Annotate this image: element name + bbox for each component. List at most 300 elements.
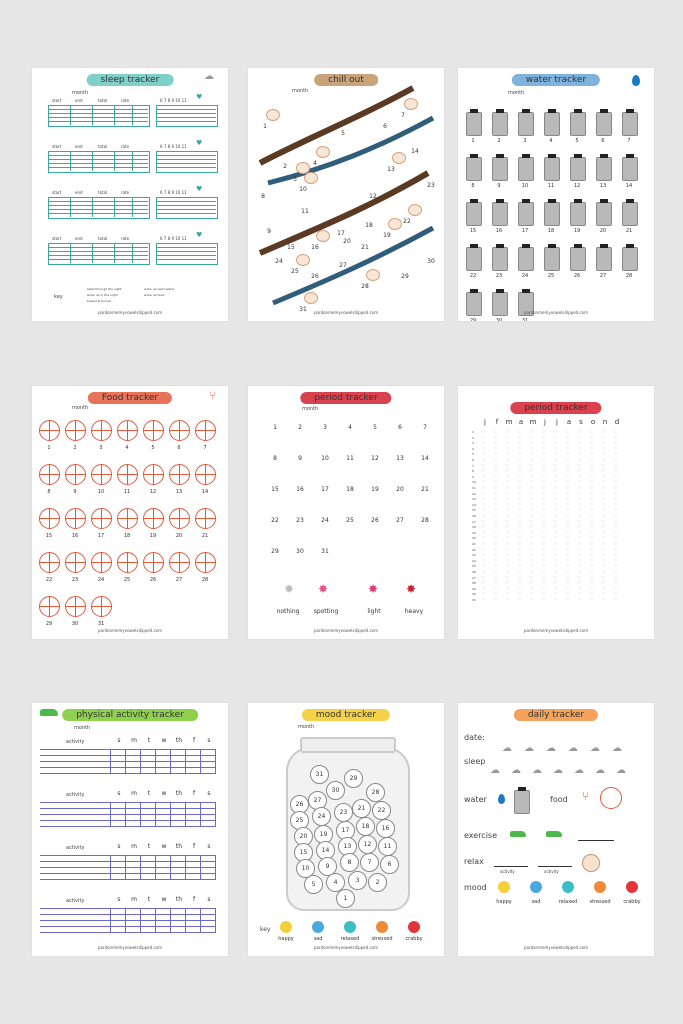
sad-face-icon <box>312 921 324 933</box>
day-dot: ○ <box>590 451 593 456</box>
day-dot: ○ <box>578 569 581 573</box>
activity-col-line <box>200 908 201 932</box>
day-dot: ○ <box>506 445 509 450</box>
day-dot: ○ <box>518 574 521 579</box>
water-day-number: 3 <box>523 138 527 144</box>
day-dot: ○ <box>518 434 521 439</box>
daily-mood-label: happy <box>496 899 512 905</box>
day-dot: ○ <box>506 485 509 489</box>
sleep-row-line <box>156 109 216 110</box>
sloth-number: 13 <box>387 166 395 173</box>
day-dot: ○ <box>506 507 509 512</box>
sloth-number: 2 <box>283 163 287 170</box>
water-bottle-icon <box>514 790 530 814</box>
sleep-col-header: start <box>52 236 62 241</box>
day-number: 27 <box>472 575 476 580</box>
sloth-number: 25 <box>291 268 299 275</box>
day-dot: ○ <box>614 574 617 579</box>
day-dot: ○ <box>506 597 509 601</box>
food-plate-icon <box>65 464 86 485</box>
day-dot: ○ <box>542 535 545 540</box>
mood-ball: 27 <box>308 791 327 810</box>
weekday-letter: s <box>117 737 121 744</box>
day-dot: ○ <box>554 429 557 433</box>
activity-row-line <box>40 914 216 915</box>
day-dot: ○ <box>506 569 509 573</box>
day-dot: ○ <box>566 535 569 540</box>
day-number: 21 <box>472 542 476 546</box>
water-day-number: 31 <box>521 318 529 321</box>
sloth-number: 21 <box>361 244 369 251</box>
mood-ball: 6 <box>380 855 399 874</box>
day-dot: ○ <box>602 429 605 433</box>
activity-col-line <box>200 749 201 773</box>
period1-month: month <box>302 406 319 412</box>
mood-tracker-card <box>248 703 444 956</box>
activity-row-line <box>40 932 216 933</box>
day-dot: ○ <box>506 440 509 445</box>
day-dot: ○ <box>530 591 533 596</box>
day-dot: ○ <box>494 445 497 450</box>
day-dot: ○ <box>566 457 569 461</box>
day-dot: ○ <box>590 513 593 517</box>
period-day-number: 27 <box>396 517 404 524</box>
day-dot: ○ <box>578 429 581 433</box>
day-dot: ○ <box>590 574 593 579</box>
day-dot: ○ <box>542 468 545 473</box>
day-dot: ○ <box>590 585 593 590</box>
footer: pardonmemyvowelsdipped.com <box>98 310 162 315</box>
water-day-number: 22 <box>469 273 477 279</box>
sleep-row-line <box>156 209 216 210</box>
sloth-icon <box>582 854 600 872</box>
day-dot: ○ <box>590 440 593 445</box>
period-day-number: 23 <box>296 517 304 524</box>
chill-out-card <box>248 68 444 321</box>
food-plate-icon <box>91 420 112 441</box>
day-dot: ○ <box>554 597 557 601</box>
day-dot: ○ <box>494 535 497 540</box>
day-dot: ○ <box>530 468 533 473</box>
period-day-number: 31 <box>321 548 329 555</box>
sleep-legend-3: tossed & turned <box>87 299 112 303</box>
sleep-col-line <box>114 197 115 217</box>
period-day-number: 26 <box>371 517 379 524</box>
day-dot: ○ <box>494 485 497 489</box>
day-dot: ○ <box>554 552 557 557</box>
sheep-icon: ☁ <box>524 743 534 754</box>
day-dot: ○ <box>518 451 521 456</box>
sloth-icon <box>296 162 310 174</box>
footer: pardonmemyvowelsdipped.com <box>314 628 378 633</box>
day-number: 31 <box>472 598 476 602</box>
sheep-icon: ☁ <box>574 765 584 776</box>
day-dot: ○ <box>554 563 557 568</box>
sloth-number: 29 <box>401 273 409 280</box>
sneaker-icon <box>510 831 526 837</box>
daily-food: food <box>550 795 568 804</box>
day-dot: ○ <box>578 563 581 568</box>
period1-title: period tracker <box>300 392 391 404</box>
day-dot: ○ <box>518 445 521 450</box>
activity-col-line <box>170 855 171 879</box>
food-plate-icon <box>195 508 216 529</box>
day-dot: ○ <box>518 468 521 473</box>
day-dot: ○ <box>578 541 581 545</box>
day-dot: ○ <box>482 507 485 512</box>
food-plate-icon <box>143 464 164 485</box>
day-dot: ○ <box>554 529 557 534</box>
sheep-icon: ☁ <box>616 765 626 776</box>
activity-label: activity <box>66 845 85 851</box>
activity-col-line <box>140 749 141 773</box>
month-letter: s <box>579 418 583 426</box>
sloth-number: 14 <box>411 148 419 155</box>
mood-ball: 30 <box>326 781 345 800</box>
day-dot: ○ <box>578 496 581 501</box>
heart-icon: ♥ <box>196 231 203 239</box>
month-letter: m <box>505 418 513 426</box>
day-dot: ○ <box>566 524 569 529</box>
day-dot: ○ <box>494 585 497 590</box>
day-number: 7 <box>472 463 474 468</box>
sloth-number: 18 <box>365 222 373 229</box>
day-dot: ○ <box>530 479 533 484</box>
period-day-number: 10 <box>321 455 329 462</box>
day-number: 24 <box>472 558 476 563</box>
water-bottle-icon <box>466 112 482 136</box>
water-day-number: 12 <box>573 183 581 189</box>
sleep-col-header: total <box>98 98 108 103</box>
footer: pardonmemyvowelsdipped.com <box>524 310 588 315</box>
sheep-icon: ☁ <box>553 765 563 776</box>
sloth-number: 3 <box>293 176 297 183</box>
day-dot: ○ <box>530 440 533 445</box>
day-dot: ○ <box>542 445 545 450</box>
day-dot: ○ <box>530 557 533 562</box>
activity-row-line <box>40 802 216 803</box>
sloth-icon <box>266 109 280 121</box>
day-dot: ○ <box>590 496 593 501</box>
sleep-row-line <box>48 213 148 214</box>
sleep-row-line <box>48 205 148 206</box>
sheep-icon: ☁ <box>204 71 214 82</box>
day-dot: ○ <box>602 462 605 467</box>
day-dot: ○ <box>494 541 497 545</box>
period-day-number: 6 <box>398 424 402 431</box>
mood-ball: 16 <box>376 819 395 838</box>
day-dot: ○ <box>590 479 593 484</box>
weekday-letter: t <box>147 843 151 850</box>
water-bottle-icon <box>596 202 612 226</box>
activity-row-line <box>40 773 216 774</box>
day-dot: ○ <box>482 557 485 562</box>
mood-title: mood tracker <box>302 709 390 721</box>
food-day-number: 1 <box>47 445 51 451</box>
food-plate-icon <box>195 420 216 441</box>
food-plate-icon <box>195 552 216 573</box>
day-dot: ○ <box>590 462 593 467</box>
day-dot: ○ <box>578 440 581 445</box>
daily-mood-label: crabby <box>623 899 641 905</box>
food-day-number: 11 <box>123 489 131 495</box>
heart-icon: ♥ <box>196 139 203 147</box>
period-day-number: 17 <box>321 486 329 493</box>
day-dot: ○ <box>578 546 581 551</box>
food-plate-icon <box>39 464 60 485</box>
water-day-number: 10 <box>521 183 529 189</box>
daily-mood-label: sad <box>531 899 541 905</box>
sloth-icon <box>392 152 406 164</box>
day-dot: ○ <box>542 496 545 501</box>
day-dot: ○ <box>566 552 569 557</box>
day-dot: ○ <box>566 518 569 523</box>
weekday-letter: m <box>131 843 137 850</box>
day-dot: ○ <box>494 518 497 523</box>
food-day-number: 12 <box>149 489 157 495</box>
activity-col-line <box>155 855 156 879</box>
sleep-col-header: total <box>98 190 108 195</box>
day-dot: ○ <box>530 490 533 495</box>
food-day-number: 22 <box>45 577 53 583</box>
sleep-row-line <box>48 155 148 156</box>
day-dot: ○ <box>494 546 497 551</box>
food-plate-icon <box>169 552 190 573</box>
activity-title: physical activity tracker <box>62 709 198 721</box>
day-dot: ○ <box>518 507 521 512</box>
day-dot: ○ <box>482 445 485 450</box>
activity-row-line <box>40 873 216 874</box>
day-dot: ○ <box>614 462 617 467</box>
water-bottle-icon <box>570 157 586 181</box>
day-dot: ○ <box>494 557 497 562</box>
food-plate-icon <box>143 420 164 441</box>
day-dot: ○ <box>482 597 485 601</box>
day-dot: ○ <box>494 574 497 579</box>
water-month: month <box>508 90 525 96</box>
sloth-number: 19 <box>383 232 391 239</box>
sleep-row-line <box>156 167 216 168</box>
day-dot: ○ <box>614 541 617 545</box>
sleep-row-line <box>48 159 148 160</box>
food-day-number: 3 <box>99 445 103 451</box>
activity-col-line <box>185 802 186 826</box>
water-day-number: 8 <box>471 183 475 189</box>
activity-col-line <box>155 908 156 932</box>
day-dot: ○ <box>578 574 581 579</box>
water-bottle-icon <box>466 157 482 181</box>
day-dot: ○ <box>590 546 593 551</box>
period2-title: period tracker <box>510 402 601 414</box>
water-bottle-icon <box>544 247 560 271</box>
day-dot: ○ <box>530 535 533 540</box>
chill-month: month <box>292 88 309 94</box>
day-dot: ○ <box>518 490 521 495</box>
heart-icon: ♥ <box>196 93 203 101</box>
day-dot: ○ <box>542 457 545 461</box>
food-day-number: 29 <box>45 621 53 627</box>
day-dot: ○ <box>530 563 533 568</box>
activity-row-line <box>40 808 216 809</box>
stressed-face-icon <box>594 881 606 893</box>
footer: pardonmemyvowelsdipped.com <box>98 628 162 633</box>
food-title: Food tracker <box>88 392 172 404</box>
day-dot: ○ <box>506 541 509 545</box>
weekday-letter: w <box>161 896 167 903</box>
day-dot: ○ <box>578 462 581 467</box>
day-dot: ○ <box>566 429 569 433</box>
weekday-letter: f <box>192 790 196 797</box>
fork-icon: ⑂ <box>209 389 216 402</box>
day-dot: ○ <box>542 524 545 529</box>
day-dot: ○ <box>530 434 533 439</box>
mood-ball: 2 <box>368 873 387 892</box>
activity-col-line <box>185 908 186 932</box>
day-dot: ○ <box>554 462 557 467</box>
food-plate-icon <box>143 552 164 573</box>
water-bottle-icon <box>622 112 638 136</box>
weekday-letter: f <box>192 737 196 744</box>
day-dot: ○ <box>614 535 617 540</box>
mood-ball: 4 <box>326 873 345 892</box>
activity-label: activity <box>66 898 85 904</box>
food-day-number: 27 <box>175 577 183 583</box>
day-dot: ○ <box>518 591 521 596</box>
day-number: 11 <box>472 486 476 490</box>
food-day-number: 21 <box>201 533 209 539</box>
day-number: 12 <box>472 491 476 496</box>
mood-ball: 28 <box>366 783 385 802</box>
day-dot: ○ <box>566 468 569 473</box>
weekday-letter: s <box>207 843 211 850</box>
day-dot: ○ <box>614 451 617 456</box>
water-bottle-icon <box>492 112 508 136</box>
water-day-number: 29 <box>469 318 477 321</box>
day-dot: ○ <box>482 490 485 495</box>
day-dot: ○ <box>482 552 485 557</box>
food-plate-icon <box>117 552 138 573</box>
sleep-hours: 6 7 8 9 10 11 <box>160 98 187 103</box>
day-dot: ○ <box>542 529 545 534</box>
day-dot: ○ <box>542 518 545 523</box>
day-dot: ○ <box>590 468 593 473</box>
day-dot: ○ <box>578 585 581 590</box>
food-day-number: 25 <box>123 577 131 583</box>
day-dot: ○ <box>614 479 617 484</box>
day-dot: ○ <box>554 524 557 529</box>
food-plate-icon <box>65 420 86 441</box>
day-dot: ○ <box>578 434 581 439</box>
food-day-number: 5 <box>151 445 155 451</box>
day-dot: ○ <box>602 591 605 596</box>
day-dot: ○ <box>554 541 557 545</box>
water-bottle-icon <box>518 247 534 271</box>
day-dot: ○ <box>482 535 485 540</box>
day-dot: ○ <box>542 552 545 557</box>
water-day-number: 1 <box>471 138 475 144</box>
food-day-number: 26 <box>149 577 157 583</box>
month-letter: j <box>544 418 546 426</box>
day-dot: ○ <box>566 597 569 601</box>
month-letter: j <box>484 418 486 426</box>
day-dot: ○ <box>566 462 569 467</box>
day-dot: ○ <box>518 535 521 540</box>
day-dot: ○ <box>602 434 605 439</box>
weekday-letter: f <box>192 896 196 903</box>
period-day-number: 14 <box>421 455 429 462</box>
food-day-number: 20 <box>175 533 183 539</box>
sleep-row-line <box>156 259 216 260</box>
day-dot: ○ <box>566 501 569 506</box>
day-dot: ○ <box>602 440 605 445</box>
daily-sleep: sleep <box>464 757 486 766</box>
day-dot: ○ <box>518 569 521 573</box>
activity-row-line <box>40 908 216 909</box>
day-dot: ○ <box>614 457 617 461</box>
day-dot: ○ <box>530 451 533 456</box>
day-dot: ○ <box>566 585 569 590</box>
mood-ball: 8 <box>340 853 359 872</box>
day-dot: ○ <box>578 490 581 495</box>
sloth-number: 28 <box>361 283 369 290</box>
day-dot: ○ <box>602 585 605 590</box>
weekday-letter: m <box>131 790 137 797</box>
period-day-number: 11 <box>346 455 354 462</box>
day-dot: ○ <box>602 490 605 495</box>
day-dot: ○ <box>482 529 485 534</box>
sleep-month: month <box>72 90 89 96</box>
activity-label: activity <box>66 792 85 798</box>
period-day-number: 16 <box>296 486 304 493</box>
day-dot: ○ <box>578 524 581 529</box>
day-dot: ○ <box>542 485 545 489</box>
day-dot: ○ <box>614 468 617 473</box>
daily-mood-label: relaxed <box>558 899 578 905</box>
day-dot: ○ <box>494 597 497 601</box>
day-dot: ○ <box>542 501 545 506</box>
sleep-hours: 6 7 8 9 10 11 <box>160 144 187 149</box>
period-day-number: 18 <box>346 486 354 493</box>
day-dot: ○ <box>590 434 593 439</box>
activity-col-line <box>140 908 141 932</box>
sleep-row-line <box>156 163 216 164</box>
day-dot: ○ <box>554 473 557 478</box>
day-dot: ○ <box>494 451 497 456</box>
day-dot: ○ <box>506 563 509 568</box>
sleep-row-line <box>156 251 216 252</box>
daily-relax: relax <box>464 857 484 866</box>
day-dot: ○ <box>602 524 605 529</box>
footer: pardonmemyvowelsdipped.com <box>524 945 588 950</box>
day-dot: ○ <box>506 585 509 590</box>
day-dot: ○ <box>494 513 497 517</box>
water-day-number: 4 <box>549 138 553 144</box>
day-dot: ○ <box>494 507 497 512</box>
day-dot: ○ <box>602 485 605 489</box>
water-drop-icon <box>498 794 505 804</box>
sleep-col-line <box>92 151 93 171</box>
period-tracker-card-2 <box>458 386 654 639</box>
day-dot: ○ <box>542 473 545 478</box>
sleep-col-line <box>114 151 115 171</box>
day-dot: ○ <box>542 580 545 585</box>
day-dot: ○ <box>530 580 533 585</box>
sleep-row-line <box>48 259 148 260</box>
day-dot: ○ <box>602 451 605 456</box>
day-number: 1 <box>472 430 474 434</box>
day-dot: ○ <box>614 591 617 596</box>
sheep-icon: ☁ <box>502 743 512 754</box>
